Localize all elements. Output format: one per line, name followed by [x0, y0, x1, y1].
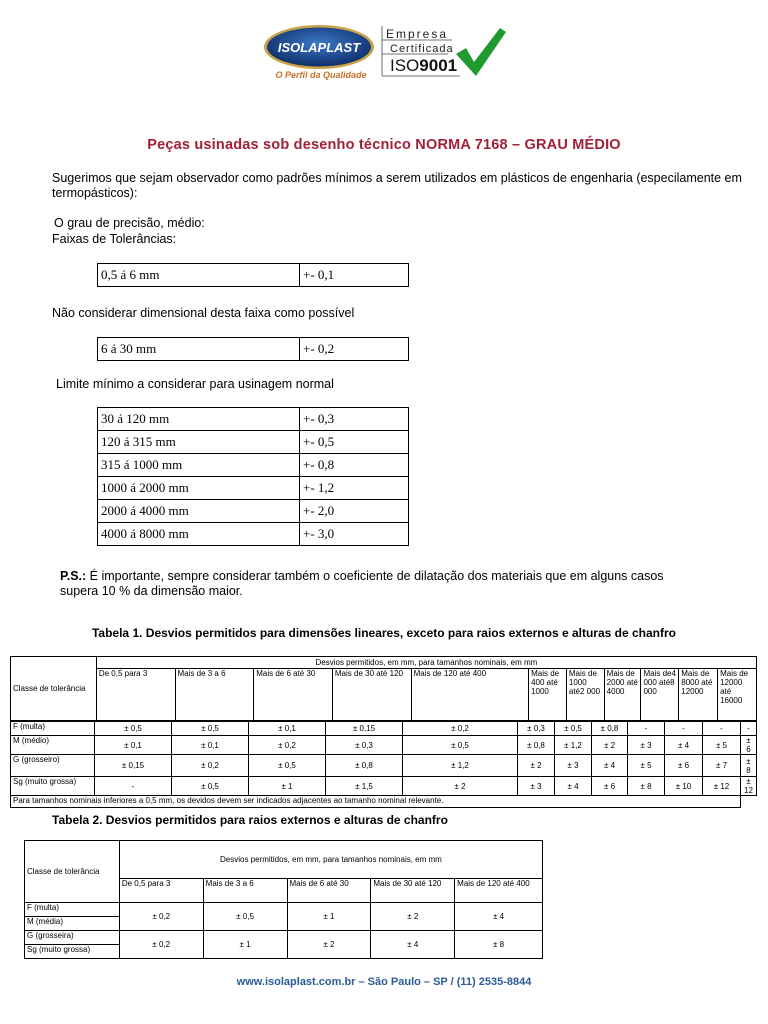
table-row [98, 454, 409, 477]
group-header: Desvios permitidos, em mm, para tamanhos nominais, em mm [96, 657, 756, 669]
value-cell: ± 0,3 [518, 722, 555, 736]
class-cell: G (grosseira) [25, 931, 120, 945]
logo-tagline: O Perfil da Qualidade [275, 70, 367, 80]
table-row [98, 523, 409, 546]
value-cell: ± 1 [287, 903, 371, 931]
table-row [11, 777, 757, 796]
value-cell: ± 0,15 [326, 722, 403, 736]
column-header: De 0,5 para 3 [96, 669, 175, 721]
value-cell: ± 1 [249, 777, 326, 796]
column-header: Mais de 12000 até 16000 [718, 669, 757, 721]
class-header: Classe de tolerância [25, 841, 120, 903]
range-cell: 0,5 á 6 mm [98, 264, 300, 287]
class-cell: G (grosseiro) [11, 755, 95, 777]
logo-text: ISOLAPLAST [277, 40, 361, 55]
column-header: Mais de4 000 até8 000 [641, 669, 679, 721]
column-header-row [11, 669, 757, 721]
tolerance-cell: +- 0,5 [300, 431, 409, 454]
class-cell: F (multa) [25, 903, 120, 917]
value-cell: ± 0,8 [326, 755, 403, 777]
value-cell: ± 8 [628, 777, 665, 796]
value-cell: - [95, 777, 172, 796]
value-cell: ± 0,2 [119, 903, 203, 931]
value-cell: ± 1,5 [326, 777, 403, 796]
value-cell: ± 0,15 [95, 755, 172, 777]
ps-text: É importante, sempre considerar também o coeficiente de dilatação dos materiais que em alguns casos supera 10 % da dimensão maior. [60, 569, 664, 598]
table-row [25, 903, 543, 917]
value-cell: ± 2 [287, 931, 371, 959]
value-cell: ± 1,2 [403, 755, 518, 777]
table-row [98, 500, 409, 523]
tolerance-cell: +- 3,0 [300, 523, 409, 546]
value-cell: ± 6 [665, 755, 703, 777]
range-table-b [97, 337, 409, 361]
column-header: De 0,5 para 3 [119, 879, 203, 903]
cert-line2: Certificada [390, 43, 454, 55]
tolerance-cell: +- 0,3 [300, 408, 409, 431]
note-not-possible: Não considerar dimensional desta faixa como possível [52, 306, 355, 320]
range-table-c [97, 407, 409, 546]
table2 [24, 840, 543, 959]
cert-iso-number: 9001 [419, 56, 458, 75]
value-cell: ± 1,2 [555, 736, 592, 755]
table-row [98, 264, 409, 287]
cert-iso-prefix: ISO [390, 56, 420, 75]
value-cell: ± 0,5 [555, 722, 592, 736]
value-cell: ± 0,5 [403, 736, 518, 755]
value-cell: - [628, 722, 665, 736]
value-cell: ± 4 [371, 931, 455, 959]
value-cell: ± 12 [741, 777, 757, 796]
ps-note [60, 569, 700, 599]
value-cell: ± 4 [665, 736, 703, 755]
class-cell: Sg (muito grossa) [11, 777, 95, 796]
cert-line1: Empresa [386, 27, 449, 41]
table-row [11, 722, 757, 736]
table-row [98, 477, 409, 500]
value-cell: ± 0,8 [592, 722, 628, 736]
column-header: Mais de 400 até 1000 [529, 669, 567, 721]
value-cell: ± 4 [592, 755, 628, 777]
value-cell: ± 3 [555, 755, 592, 777]
value-cell: ± 0,5 [172, 777, 249, 796]
value-cell: ± 8 [455, 931, 543, 959]
value-cell: ± 0,3 [326, 736, 403, 755]
value-cell: ± 0,2 [119, 931, 203, 959]
value-cell: ± 0,8 [518, 736, 555, 755]
value-cell: ± 6 [741, 736, 757, 755]
tolerance-ranges-line: Faixas de Tolerâncias: [52, 232, 177, 246]
table-header-row [11, 657, 757, 669]
column-header: Mais de 120 até 400 [455, 879, 543, 903]
value-cell: ± 0,2 [172, 755, 249, 777]
column-header: Mais de 30 até 120 [371, 879, 455, 903]
column-header: Mais de 2000 até 4000 [604, 669, 641, 721]
column-header: Mais de 3 a 6 [175, 669, 254, 721]
intro-paragraph: Sugerimos que sejam observador como padrões mínimos a serem utilizados em plásticos de engenharia (especilamente em termopásticos): [52, 171, 742, 200]
value-cell: ± 8 [741, 755, 757, 777]
table-row [98, 338, 409, 361]
value-cell: - [741, 722, 757, 736]
ps-label: P.S.: [60, 569, 87, 583]
tolerance-cell: +- 0,2 [300, 338, 409, 361]
group-header: Desvios permitidos, em mm, para tamanhos nominais, em mm [119, 841, 542, 879]
value-cell: ± 5 [703, 736, 741, 755]
range-cell: 4000 á 8000 mm [98, 523, 300, 546]
value-cell: ± 0,5 [95, 722, 172, 736]
column-header: Mais de 1000 até2 000 [566, 669, 604, 721]
column-header: Mais de 8000 até 12000 [679, 669, 718, 721]
tolerance-cell: +- 2,0 [300, 500, 409, 523]
value-cell: ± 2 [371, 903, 455, 931]
range-cell: 2000 á 4000 mm [98, 500, 300, 523]
table1 [10, 656, 757, 721]
table-row [11, 736, 757, 755]
value-cell: ± 0,5 [172, 722, 249, 736]
table-footnote-row [11, 796, 757, 808]
tolerance-cell: +- 0,1 [300, 264, 409, 287]
table1-footnote: Para tamanhos nominais inferiores a 0,5 mm, os devidos devem ser indicados adjacentes ao tamanho nominal relevante. [11, 796, 741, 808]
table-row [98, 408, 409, 431]
value-cell: - [703, 722, 741, 736]
column-header: Mais de 6 até 30 [287, 879, 371, 903]
range-cell: 1000 á 2000 mm [98, 477, 300, 500]
range-cell: 6 á 30 mm [98, 338, 300, 361]
column-header: Mais de 6 até 30 [254, 669, 333, 721]
tolerance-cell: +- 0,8 [300, 454, 409, 477]
class-cell: M (média) [25, 917, 120, 931]
value-cell: ± 7 [703, 755, 741, 777]
class-cell: Sg (muito grossa) [25, 945, 120, 959]
value-cell: ± 3 [518, 777, 555, 796]
class-header: Classe de tolerância [11, 657, 97, 721]
value-cell: ± 0,2 [249, 736, 326, 755]
tolerance-cell: +- 1,2 [300, 477, 409, 500]
value-cell: ± 1 [203, 931, 287, 959]
value-cell: ± 12 [703, 777, 741, 796]
value-cell: ± 4 [555, 777, 592, 796]
check-mark-icon [452, 24, 508, 80]
range-cell: 120 á 315 mm [98, 431, 300, 454]
footer-contact: www.isolaplast.com.br – São Paulo – SP / (11) 2535-8844 [236, 976, 532, 988]
table1-caption: Tabela 1. Desvios permitidos para dimensões lineares, exceto para raios externos e alturas de chanfro [91, 626, 676, 640]
value-cell: ± 0,5 [203, 903, 287, 931]
range-cell: 315 á 1000 mm [98, 454, 300, 477]
value-cell: ± 0,1 [95, 736, 172, 755]
value-cell: ± 2 [518, 755, 555, 777]
precision-grade-line: O grau de precisão, médio: [54, 216, 205, 230]
value-cell: ± 5 [628, 755, 665, 777]
page-title: Peças usinadas sob desenho técnico NORMA 7168 – GRAU MÉDIO [147, 137, 621, 153]
value-cell: ± 0,1 [172, 736, 249, 755]
column-header: Mais de 3 a 6 [203, 879, 287, 903]
table-row [25, 931, 543, 945]
isolaplast-logo [262, 23, 376, 73]
class-cell: M (médio) [11, 736, 95, 755]
value-cell: ± 0,2 [403, 722, 518, 736]
value-cell: ± 10 [665, 777, 703, 796]
value-cell: ± 6 [592, 777, 628, 796]
value-cell: ± 4 [455, 903, 543, 931]
value-cell: ± 0,5 [249, 755, 326, 777]
table-row [98, 431, 409, 454]
table-row [11, 755, 757, 777]
value-cell: ± 0,1 [249, 722, 326, 736]
value-cell: ± 2 [403, 777, 518, 796]
range-table-a [97, 263, 409, 287]
note-minimum-limit: Limite mínimo a considerar para usinagem normal [56, 377, 334, 391]
value-cell: - [665, 722, 703, 736]
column-header: Mais de 30 até 120 [332, 669, 411, 721]
value-cell: ± 2 [592, 736, 628, 755]
table-header-row [25, 841, 543, 879]
table1-body [10, 721, 757, 808]
value-cell: ± 3 [628, 736, 665, 755]
range-cell: 30 á 120 mm [98, 408, 300, 431]
table2-caption: Tabela 2. Desvios permitidos para raios externos e alturas de chanfro [52, 813, 448, 827]
class-cell: F (multa) [11, 722, 95, 736]
column-header: Mais de 120 até 400 [411, 669, 529, 721]
